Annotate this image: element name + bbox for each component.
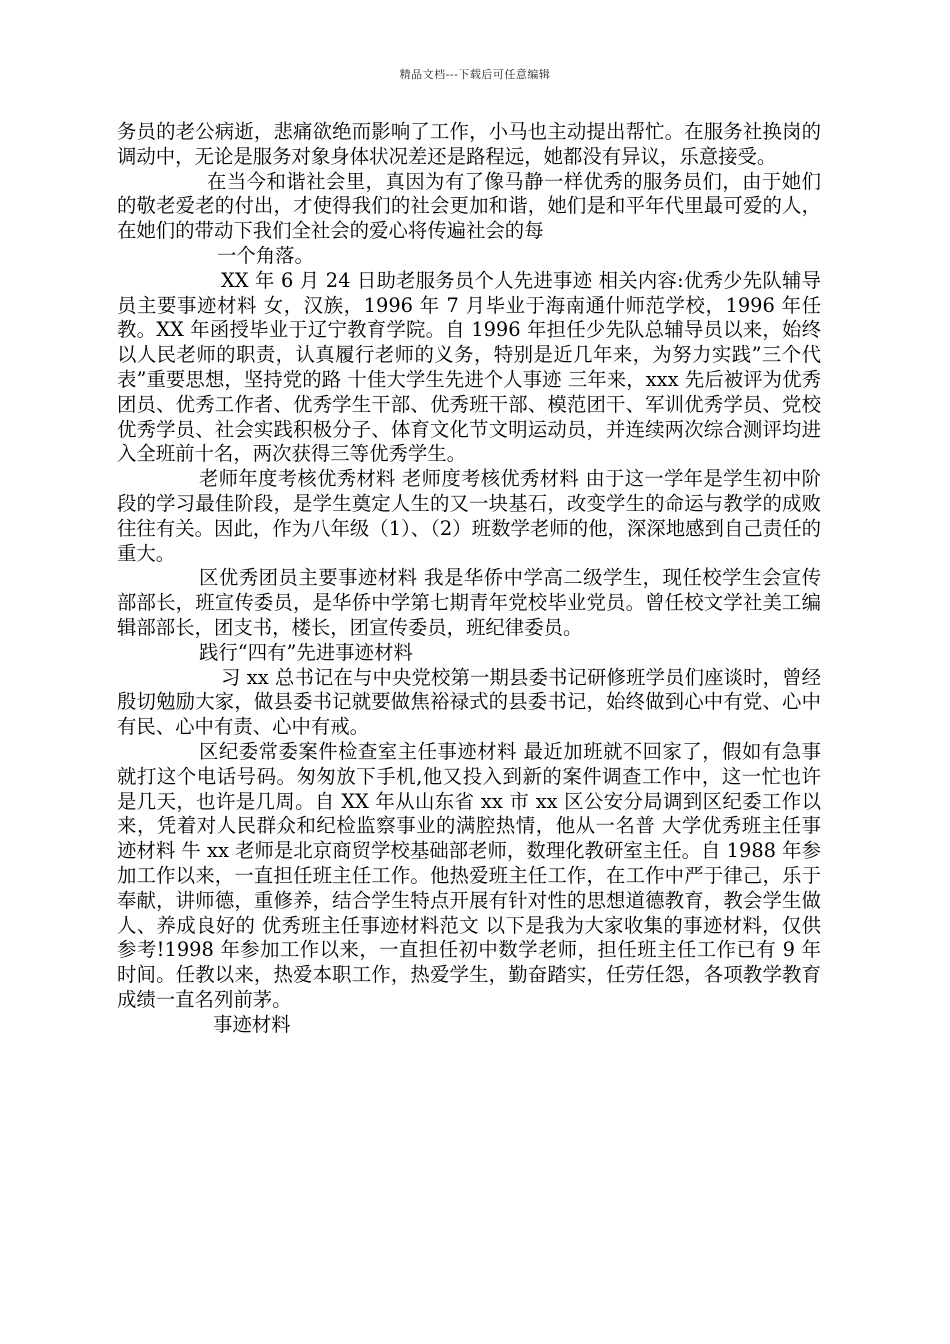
paragraph-6: 区优秀团员主要事迹材料 我是华侨中学高二级学生，现任校学生会宣传部部长，班宣传委员，是华侨中学第七期青年党校毕业党员。曾任校文学社美工编辑部部长，团支书，楼长，团宣传委员，班纪律委员。	[117, 566, 821, 639]
paragraph-10: 事迹材料	[213, 1012, 291, 1036]
paragraph-2: 在当今和谐社会里，真因为有了像马静一样优秀的服务员们，由于她们的敬老爱老的付出，才使得我们的社会更加和谐，她们是和平年代里最可爱的人，在她们的带动下我们全社会的爱心将传遍社会的每	[117, 169, 821, 243]
document-body	[117, 120, 821, 1037]
paragraph-3: 一个角落。	[217, 243, 314, 267]
paragraph-7: 践行“四有”先进事迹材料	[199, 640, 413, 664]
paragraph-4: XX 年 6 月 24 日助老服务员个人先进事迹 相关内容:优秀少先队辅导员主要事迹材料 女，汉族，1996 年 7 月毕业于海南通什师范学校，1996 年任教。XX 年函授毕业于辽宁教育学院。自 1996 年担任少先队总辅导员以来，始终以人民老师的职责，认真履行老师的义务，特别是近几年来，为努力实践”三个代表”重要思想，坚持党的路 十佳大学生先进个人事迹 三年来，xxx 先后被评为优秀团员、优秀工作者、优秀学生干部、优秀班干部、模范团干、军训优秀学员、党校优秀学员、社会实践积极分子、体育文化节文明运动员，并连续两次综合测评均进入全班前十名，两次获得三等优秀学生。	[117, 268, 821, 466]
paragraph-1: 务员的老公病逝，悲痛欲绝而影响了工作，小马也主动提出帮忙。在服务社换岗的调动中，无论是服务对象身体状况差还是路程远，她都没有异议，乐意接受。	[117, 120, 821, 168]
paragraph-5: 老师年度考核优秀材料 老师度考核优秀材料 由于这一学年是学生初中阶段的学习最佳阶段，是学生奠定人生的又一块基石，改变学生的命运与教学的成败往往有关。因此，作为八年级（1）、（2）班数学老师的他，深深地感到自己责任的重大。	[117, 467, 821, 565]
paragraph-9: 区纪委常委案件检查室主任事迹材料 最近加班就不回家了，假如有急事就打这个电话号码。匆匆放下手机,他又投入到新的案件调查工作中，这一忙也许是几天，也许是几周。自 XX 年从山东省 xx 市 xx 区公安分局调到区纪委工作以来，凭着对人民群众和纪检监察事业的满腔热情，他从一名普 大学优秀班主任事迹材料 牛 xx 老师是北京商贸学校基础部老师，数理化教研室主任。自 1988 年参加工作以来，一直担任班主任工作。他热爱班主任工作，在工作中严于律己，乐于奉献，讲师德，重修养，结合学生特点开展有针对性的思想道德教育，教会学生做人、养成良好的 优秀班主任事迹材料范文 以下是我为大家收集的事迹材料，仅供参考!1998 年参加工作以来，一直担任初中数学老师，担任班主任工作已有 9 年时间。任教以来，热爱本职工作，热爱学生，勤奋踏实，任劳任怨，各项教学教育成绩一直名列前茅。	[117, 739, 821, 1011]
page-header: 精品文档---下载后可任意编辑	[399, 68, 551, 81]
paragraph-8: 习 xx 总书记在与中央党校第一期县委书记研修班学员们座谈时，曾经殷切勉励大家，做县委书记就要做焦裕禄式的县委书记，始终做到心中有党、心中有民、心中有责、心中有戒。	[117, 665, 821, 739]
